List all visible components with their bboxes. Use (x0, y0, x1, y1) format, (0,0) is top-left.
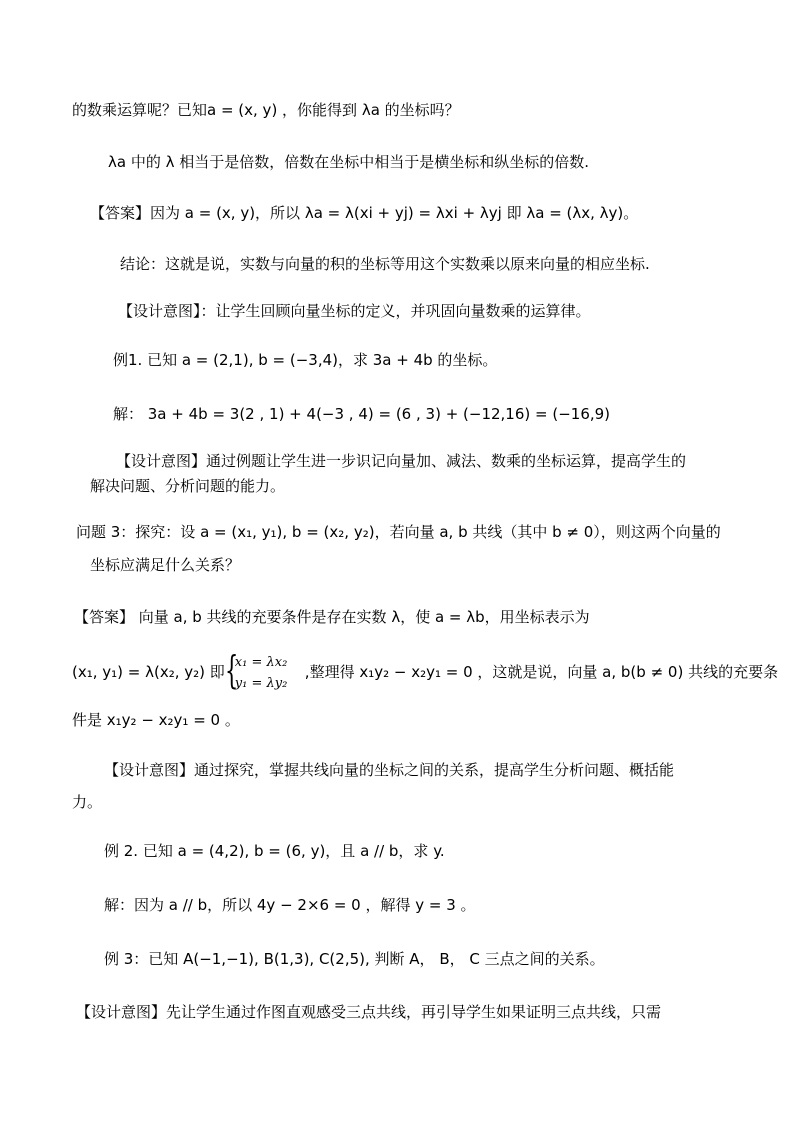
example-line: 例1. 已知 a = (2,1), b = (−3,4)，求 3a + 4b 的坐标。 (113, 351, 498, 369)
answer-line: 【答案】 向量 a, b 共线的充要条件是存在实数 λ，使 a = λb，用坐标表示为 (74, 608, 590, 626)
design-intent-line: 【设计意图】通过例题让学生进一步识记向量加、减法、数乘的坐标运算，提高学生的 (116, 452, 687, 470)
solution-line: 解：因为 a // b，所以 4y − 2×6 = 0 ，解得 y = 3 。 (104, 896, 476, 914)
design-intent-line: 【设计意图】：让学生回顾向量坐标的定义，并巩固向量数乘的运算律。 (118, 302, 591, 320)
system-equation-top: x₁ = λx₂ (234, 655, 288, 670)
answer-line: 【答案】因为 a = (x, y)，所以 λa = λ(xi + yj) = λxi + λyj 即 λa = (λx, λy)。 (90, 204, 639, 222)
answer-line: 件是 x₁y₂ − x₂y₁ = 0 。 (72, 711, 240, 729)
solution-line: 解： 3a + 4b = 3(2 , 1) + 4(−3 , 4) = (6 , 3) + (−12,16) = (−16,9) (113, 405, 611, 423)
paragraph-line: λa 中的 λ 相当于是倍数，倍数在坐标中相当于是横坐标和纵坐标的倍数. (108, 153, 590, 171)
system-equation-bottom: y₁ = λy₂ (234, 676, 288, 691)
example-line: 例 3：已知 A(−1,−1), B(1,3), C(2,5), 判断 A， B， C 三点之间的关系。 (104, 950, 605, 968)
design-intent-line: 【设计意图】先让学生通过作图直观感受三点共线，再引导学生如果证明三点共线，只需 (76, 1003, 662, 1021)
equation-text: ,整理得 x₁y₂ − x₂y₁ = 0 ，这就是说，向量 a, b(b ≠ 0) 共线的充要条 (304, 663, 779, 681)
answer-equation-line (72, 650, 778, 694)
equation-text: (x₁, y₁) = λ(x₂, y₂) 即 (72, 663, 225, 681)
design-intent-line: 力。 (72, 793, 103, 811)
left-brace-icon: { (224, 648, 239, 692)
design-intent-line: 解决问题、分析问题的能力。 (90, 477, 286, 495)
paragraph-line: 的数乘运算呢？已知a = (x, y) ，你能得到 λa 的坐标吗？ (72, 101, 460, 119)
problem-line: 问题 3：探究：设 a = (x₁, y₁), b = (x₂, y₂)，若向量 a, b 共线（其中 b ≠ 0），则这两个向量的 (76, 523, 721, 541)
problem-line: 坐标应满足什么关系？ (90, 556, 241, 574)
equation-system (224, 648, 305, 692)
example-line: 例 2. 已知 a = (4,2), b = (6, y)，且 a // b，求 y. (104, 842, 445, 860)
design-intent-line: 【设计意图】通过探究，掌握共线向量的坐标之间的关系，提高学生分析问题、概括能 (104, 761, 675, 779)
conclusion-line: 结论：这就是说，实数与向量的积的坐标等用这个实数乘以原来向量的相应坐标. (120, 255, 650, 273)
